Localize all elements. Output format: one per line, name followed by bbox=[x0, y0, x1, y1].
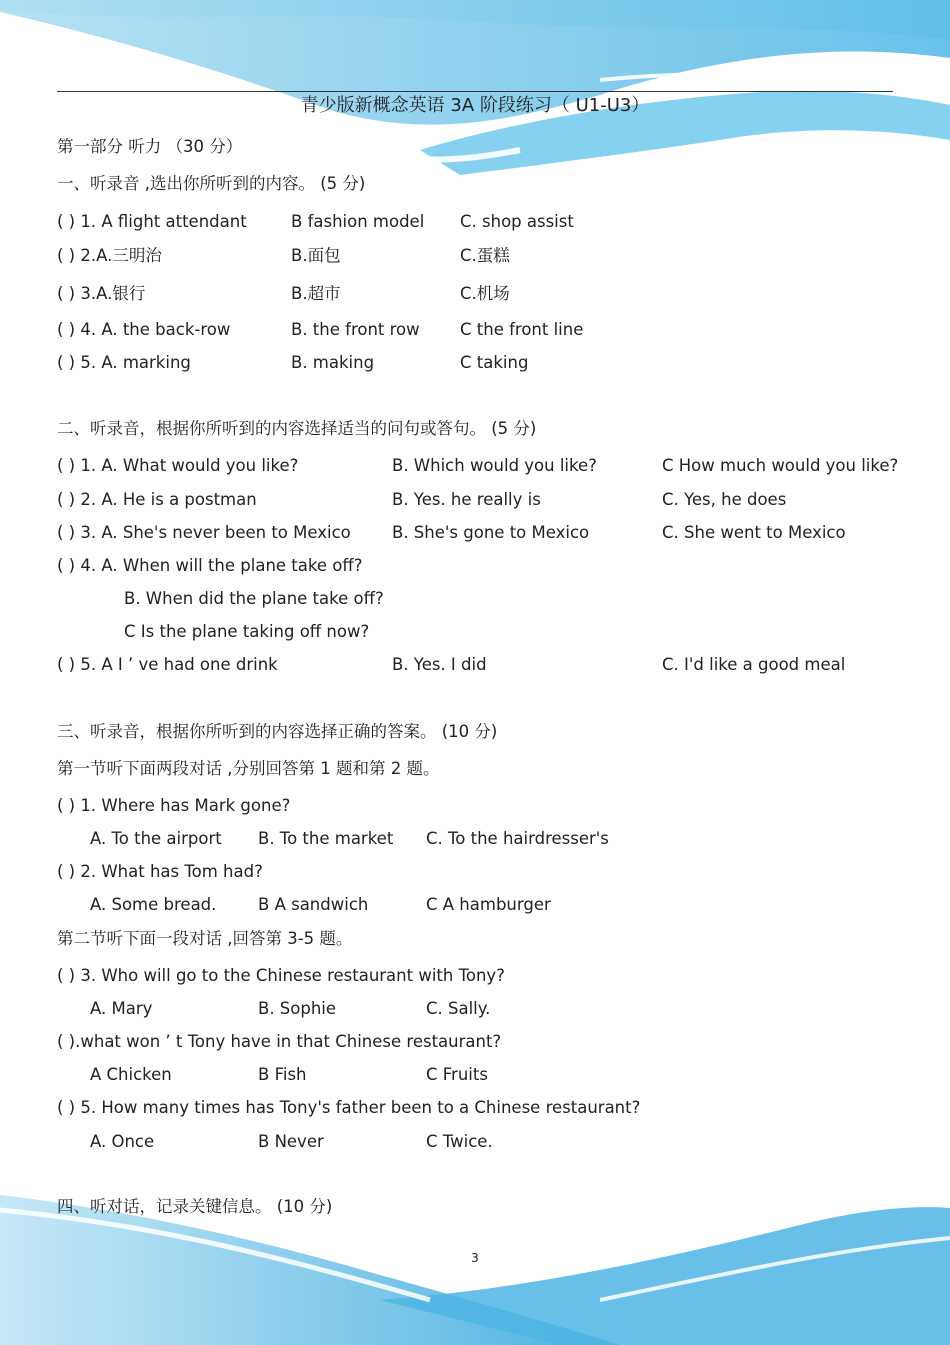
s2-q2-option-c: C. Yes, he does bbox=[662, 490, 787, 509]
s1-q5-option-c: C taking bbox=[460, 353, 529, 372]
s1-q3-option-b: B.超市 bbox=[291, 284, 341, 303]
s3-subsection2: 第二节听下面一段对话 ,回答第 3-5 题。 bbox=[57, 929, 353, 948]
section1-heading: 一、听录音 ,选出你所听到的内容。 (5 分) bbox=[57, 174, 366, 193]
s1-q4-option-b: B. the front row bbox=[291, 320, 420, 339]
s1-q3-option-c: C.机场 bbox=[460, 284, 510, 303]
part-heading: 第一部分 听力 （30 分） bbox=[57, 137, 243, 156]
s3-q4: ( ).what won ’ t Tony have in that Chinese restaurant? bbox=[57, 1032, 502, 1051]
s1-q1: ( ) 1. A flight attendant bbox=[57, 212, 247, 231]
section4-heading: 四、听对话，记录关键信息。 (10 分) bbox=[57, 1197, 333, 1216]
s3-q4-option-c: C Fruits bbox=[426, 1065, 488, 1084]
s3-q5-option-a: A. Once bbox=[90, 1132, 155, 1151]
s3-q1-option-b: B. To the market bbox=[258, 829, 394, 848]
s1-q3: ( ) 3.A.银行 bbox=[57, 284, 146, 303]
s2-q4-option-c: C Is the plane taking off now? bbox=[124, 622, 370, 641]
s3-q1: ( ) 1. Where has Mark gone? bbox=[57, 796, 291, 815]
s2-q4-option-b: B. When did the plane take off? bbox=[124, 589, 384, 608]
s1-q5-option-b: B. making bbox=[291, 353, 375, 372]
s2-q3-option-c: C. She went to Mexico bbox=[662, 523, 846, 542]
s1-q2-option-c: C.蛋糕 bbox=[460, 246, 510, 265]
s2-q2: ( ) 2. A. He is a postman bbox=[57, 490, 257, 509]
s3-q2-option-a: A. Some bread. bbox=[90, 895, 217, 914]
s3-q2: ( ) 2. What has Tom had? bbox=[57, 862, 263, 881]
s2-q3: ( ) 3. A. She's never been to Mexico bbox=[57, 523, 351, 542]
s2-q5-option-b: B. Yes. I did bbox=[392, 655, 487, 674]
page-number: 3 bbox=[471, 1251, 479, 1265]
s3-q5: ( ) 5. How many times has Tony's father been to a Chinese restaurant? bbox=[57, 1098, 641, 1117]
s3-q3-option-a: A. Mary bbox=[90, 999, 153, 1018]
s3-q2-option-c: C A hamburger bbox=[426, 895, 551, 914]
s2-q1: ( ) 1. A. What would you like? bbox=[57, 456, 299, 475]
header-rule bbox=[57, 91, 893, 92]
s3-q3-option-b: B. Sophie bbox=[258, 999, 337, 1018]
s3-q1-option-c: C. To the hairdresser's bbox=[426, 829, 609, 848]
s1-q2-option-b: B.面包 bbox=[291, 246, 341, 265]
s1-q4: ( ) 4. A. the back-row bbox=[57, 320, 231, 339]
s1-q5: ( ) 5. A. marking bbox=[57, 353, 191, 372]
s3-q3-option-c: C. Sally. bbox=[426, 999, 491, 1018]
s3-q2-option-b: B A sandwich bbox=[258, 895, 369, 914]
s3-q4-option-b: B Fish bbox=[258, 1065, 307, 1084]
s2-q1-option-c: C How much would you like? bbox=[662, 456, 899, 475]
s2-q2-option-b: B. Yes. he really is bbox=[392, 490, 541, 509]
s2-q5: ( ) 5. A I ’ ve had one drink bbox=[57, 655, 278, 674]
s3-q5-option-b: B Never bbox=[258, 1132, 324, 1151]
page-title: 青少版新概念英语 3A 阶段练习（ U1-U3） bbox=[300, 95, 650, 116]
s2-q4: ( ) 4. A. When will the plane take off? bbox=[57, 556, 363, 575]
s2-q3-option-b: B. She's gone to Mexico bbox=[392, 523, 590, 542]
s1-q1-option-c: C. shop assist bbox=[460, 212, 574, 231]
s1-q1-option-b: B fashion model bbox=[291, 212, 425, 231]
s2-q5-option-c: C. I'd like a good meal bbox=[662, 655, 846, 674]
s3-q3: ( ) 3. Who will go to the Chinese restaurant with Tony? bbox=[57, 966, 505, 985]
s3-q5-option-c: C Twice. bbox=[426, 1132, 493, 1151]
s1-q2: ( ) 2.A.三明治 bbox=[57, 246, 162, 265]
s3-q1-option-a: A. To the airport bbox=[90, 829, 222, 848]
section3-heading: 三、听录音，根据你所听到的内容选择正确的答案。 (10 分) bbox=[57, 722, 498, 741]
s2-q1-option-b: B. Which would you like? bbox=[392, 456, 597, 475]
section2-heading: 二、听录音，根据你所听到的内容选择适当的问句或答句。 (5 分) bbox=[57, 419, 537, 438]
s3-q4-option-a: A Chicken bbox=[90, 1065, 172, 1084]
s1-q4-option-c: C the front line bbox=[460, 320, 584, 339]
s3-subsection1: 第一节听下面两段对话 ,分别回答第 1 题和第 2 题。 bbox=[57, 759, 440, 778]
